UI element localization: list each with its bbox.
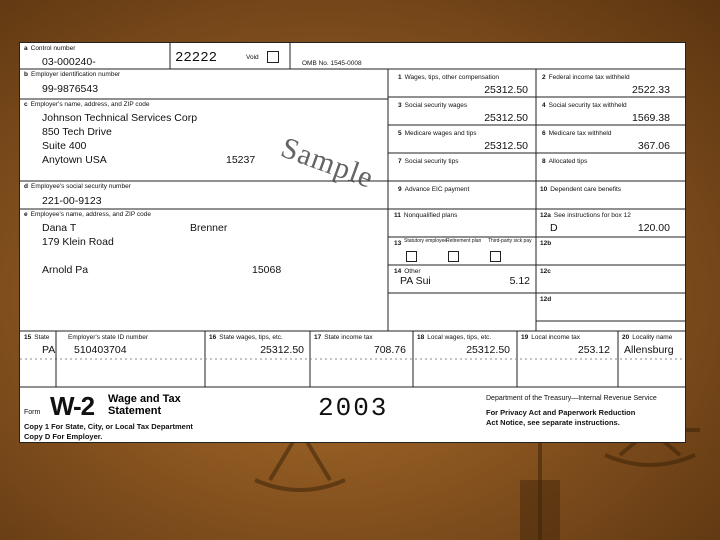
box12a-value: 120.00 bbox=[637, 222, 670, 234]
box11-label: 11 Nonqualified plans bbox=[394, 212, 458, 219]
box2-value: 2522.33 bbox=[632, 84, 670, 96]
box15-label: 15 State bbox=[24, 334, 50, 341]
ssn-label: d Employee's social security number bbox=[24, 183, 131, 190]
form-name: W-2 bbox=[50, 391, 95, 421]
state-id-label: Employer's state ID number bbox=[68, 334, 148, 341]
privacy-line1: For Privacy Act and Paperwork Reduction bbox=[486, 408, 636, 417]
box14-desc: PA Sui bbox=[400, 275, 431, 287]
employee-zip: 15068 bbox=[252, 264, 282, 276]
control-number-label: a Control number bbox=[24, 45, 76, 52]
box5-label: 5 Medicare wages and tips bbox=[398, 130, 477, 137]
state-value: PA bbox=[42, 344, 56, 356]
box4-label: 4 Social security tax withheld bbox=[542, 102, 627, 109]
box20-label: 20 Locality name bbox=[622, 334, 673, 341]
omb-number: OMB No. 1545-0008 bbox=[302, 60, 362, 67]
box6-value: 367.06 bbox=[637, 140, 670, 152]
box18-label: 18 Local wages, tips, etc. bbox=[417, 334, 492, 341]
form-title-line2: Statement bbox=[108, 405, 162, 418]
employee-last-name: Brenner bbox=[190, 222, 228, 234]
box20-value: Allensburg bbox=[624, 344, 674, 356]
box16-value: 25312.50 bbox=[260, 344, 304, 356]
void-label: Void bbox=[246, 54, 259, 61]
sample-watermark: Sample bbox=[276, 131, 379, 195]
employer-city: Anytown USA bbox=[42, 154, 107, 166]
form-code: 22222 bbox=[175, 50, 218, 66]
box17-label: 17 State income tax bbox=[314, 334, 373, 341]
third-party-sick-pay-label: Third-party sick pay bbox=[488, 238, 532, 244]
form-label: Form bbox=[24, 409, 41, 416]
box18-value: 25312.50 bbox=[466, 344, 510, 356]
statutory-employee-checkbox[interactable] bbox=[406, 251, 417, 262]
box12b-label: 12b bbox=[540, 240, 552, 247]
box14-value: 5.12 bbox=[509, 275, 530, 287]
control-number-value: 03-000240- bbox=[42, 56, 96, 68]
box5-value: 25312.50 bbox=[484, 140, 528, 152]
box7-label: 7 Social security tips bbox=[398, 158, 459, 165]
box10-label: 10 Dependent care benefits bbox=[540, 186, 622, 193]
box14-label: 14 Other bbox=[394, 268, 421, 275]
employer-name: Johnson Technical Services Corp bbox=[42, 112, 198, 124]
employer-suite: Suite 400 bbox=[42, 140, 87, 152]
box6-label: 6 Medicare tax withheld bbox=[542, 130, 612, 137]
employer-street: 850 Tech Drive bbox=[42, 126, 112, 138]
tax-year: 2003 bbox=[318, 393, 389, 423]
employee-label: e Employee's name, address, and ZIP code bbox=[24, 211, 151, 218]
box16-label: 16 State wages, tips, etc. bbox=[209, 334, 283, 341]
void-checkbox[interactable] bbox=[267, 51, 279, 63]
employee-first-name: Dana T bbox=[42, 222, 77, 234]
box2-label: 2 Federal income tax withheld bbox=[542, 74, 630, 81]
box9-label: 9 Advance EIC payment bbox=[398, 186, 470, 193]
employer-zip: 15237 bbox=[226, 154, 256, 166]
employee-street: 179 Klein Road bbox=[42, 236, 114, 248]
box4-value: 1569.38 bbox=[632, 112, 670, 124]
ein-value: 99-9876543 bbox=[42, 83, 99, 95]
copy1-text: Copy 1 For State, City, or Local Tax Department bbox=[24, 422, 193, 431]
dept-text: Department of the Treasury—Internal Revenue Service bbox=[486, 395, 657, 402]
box19-value: 253.12 bbox=[577, 344, 610, 356]
box3-value: 25312.50 bbox=[484, 112, 528, 124]
ssn-value: 221-00-9123 bbox=[42, 195, 102, 207]
box12c-label: 12c bbox=[540, 268, 551, 275]
privacy-line2: Act Notice, see separate instructions. bbox=[486, 418, 620, 427]
retirement-plan-checkbox[interactable] bbox=[448, 251, 459, 262]
box12d-label: 12d bbox=[540, 296, 552, 303]
form-title bbox=[108, 393, 181, 417]
box19-label: 19 Local income tax bbox=[521, 334, 581, 341]
copyd-text: Copy D For Employer. bbox=[24, 432, 103, 441]
box1-value: 25312.50 bbox=[484, 84, 528, 96]
retirement-plan-label: Retirement plan bbox=[446, 238, 482, 244]
ein-label: b Employer identification number bbox=[24, 71, 121, 78]
third-party-sick-pay-checkbox[interactable] bbox=[490, 251, 501, 262]
employer-label: c Employer's name, address, and ZIP code bbox=[24, 101, 150, 108]
box1-label: 1 Wages, tips, other compensation bbox=[398, 74, 500, 81]
state-id-value: 510403704 bbox=[74, 344, 127, 356]
box12a-code: D bbox=[550, 222, 558, 234]
box12a-label: 12a See instructions for box 12 bbox=[540, 212, 631, 219]
box3-label: 3 Social security wages bbox=[398, 102, 468, 109]
w2-form bbox=[19, 42, 686, 443]
statutory-employee-label: Statutory employee bbox=[404, 238, 448, 244]
box8-label: 8 Allocated tips bbox=[542, 158, 588, 165]
box17-value: 708.76 bbox=[373, 344, 406, 356]
form-title-line1: Wage and Tax bbox=[108, 393, 181, 405]
box13-label: 13 bbox=[394, 240, 402, 247]
employee-city: Arnold Pa bbox=[42, 264, 89, 276]
